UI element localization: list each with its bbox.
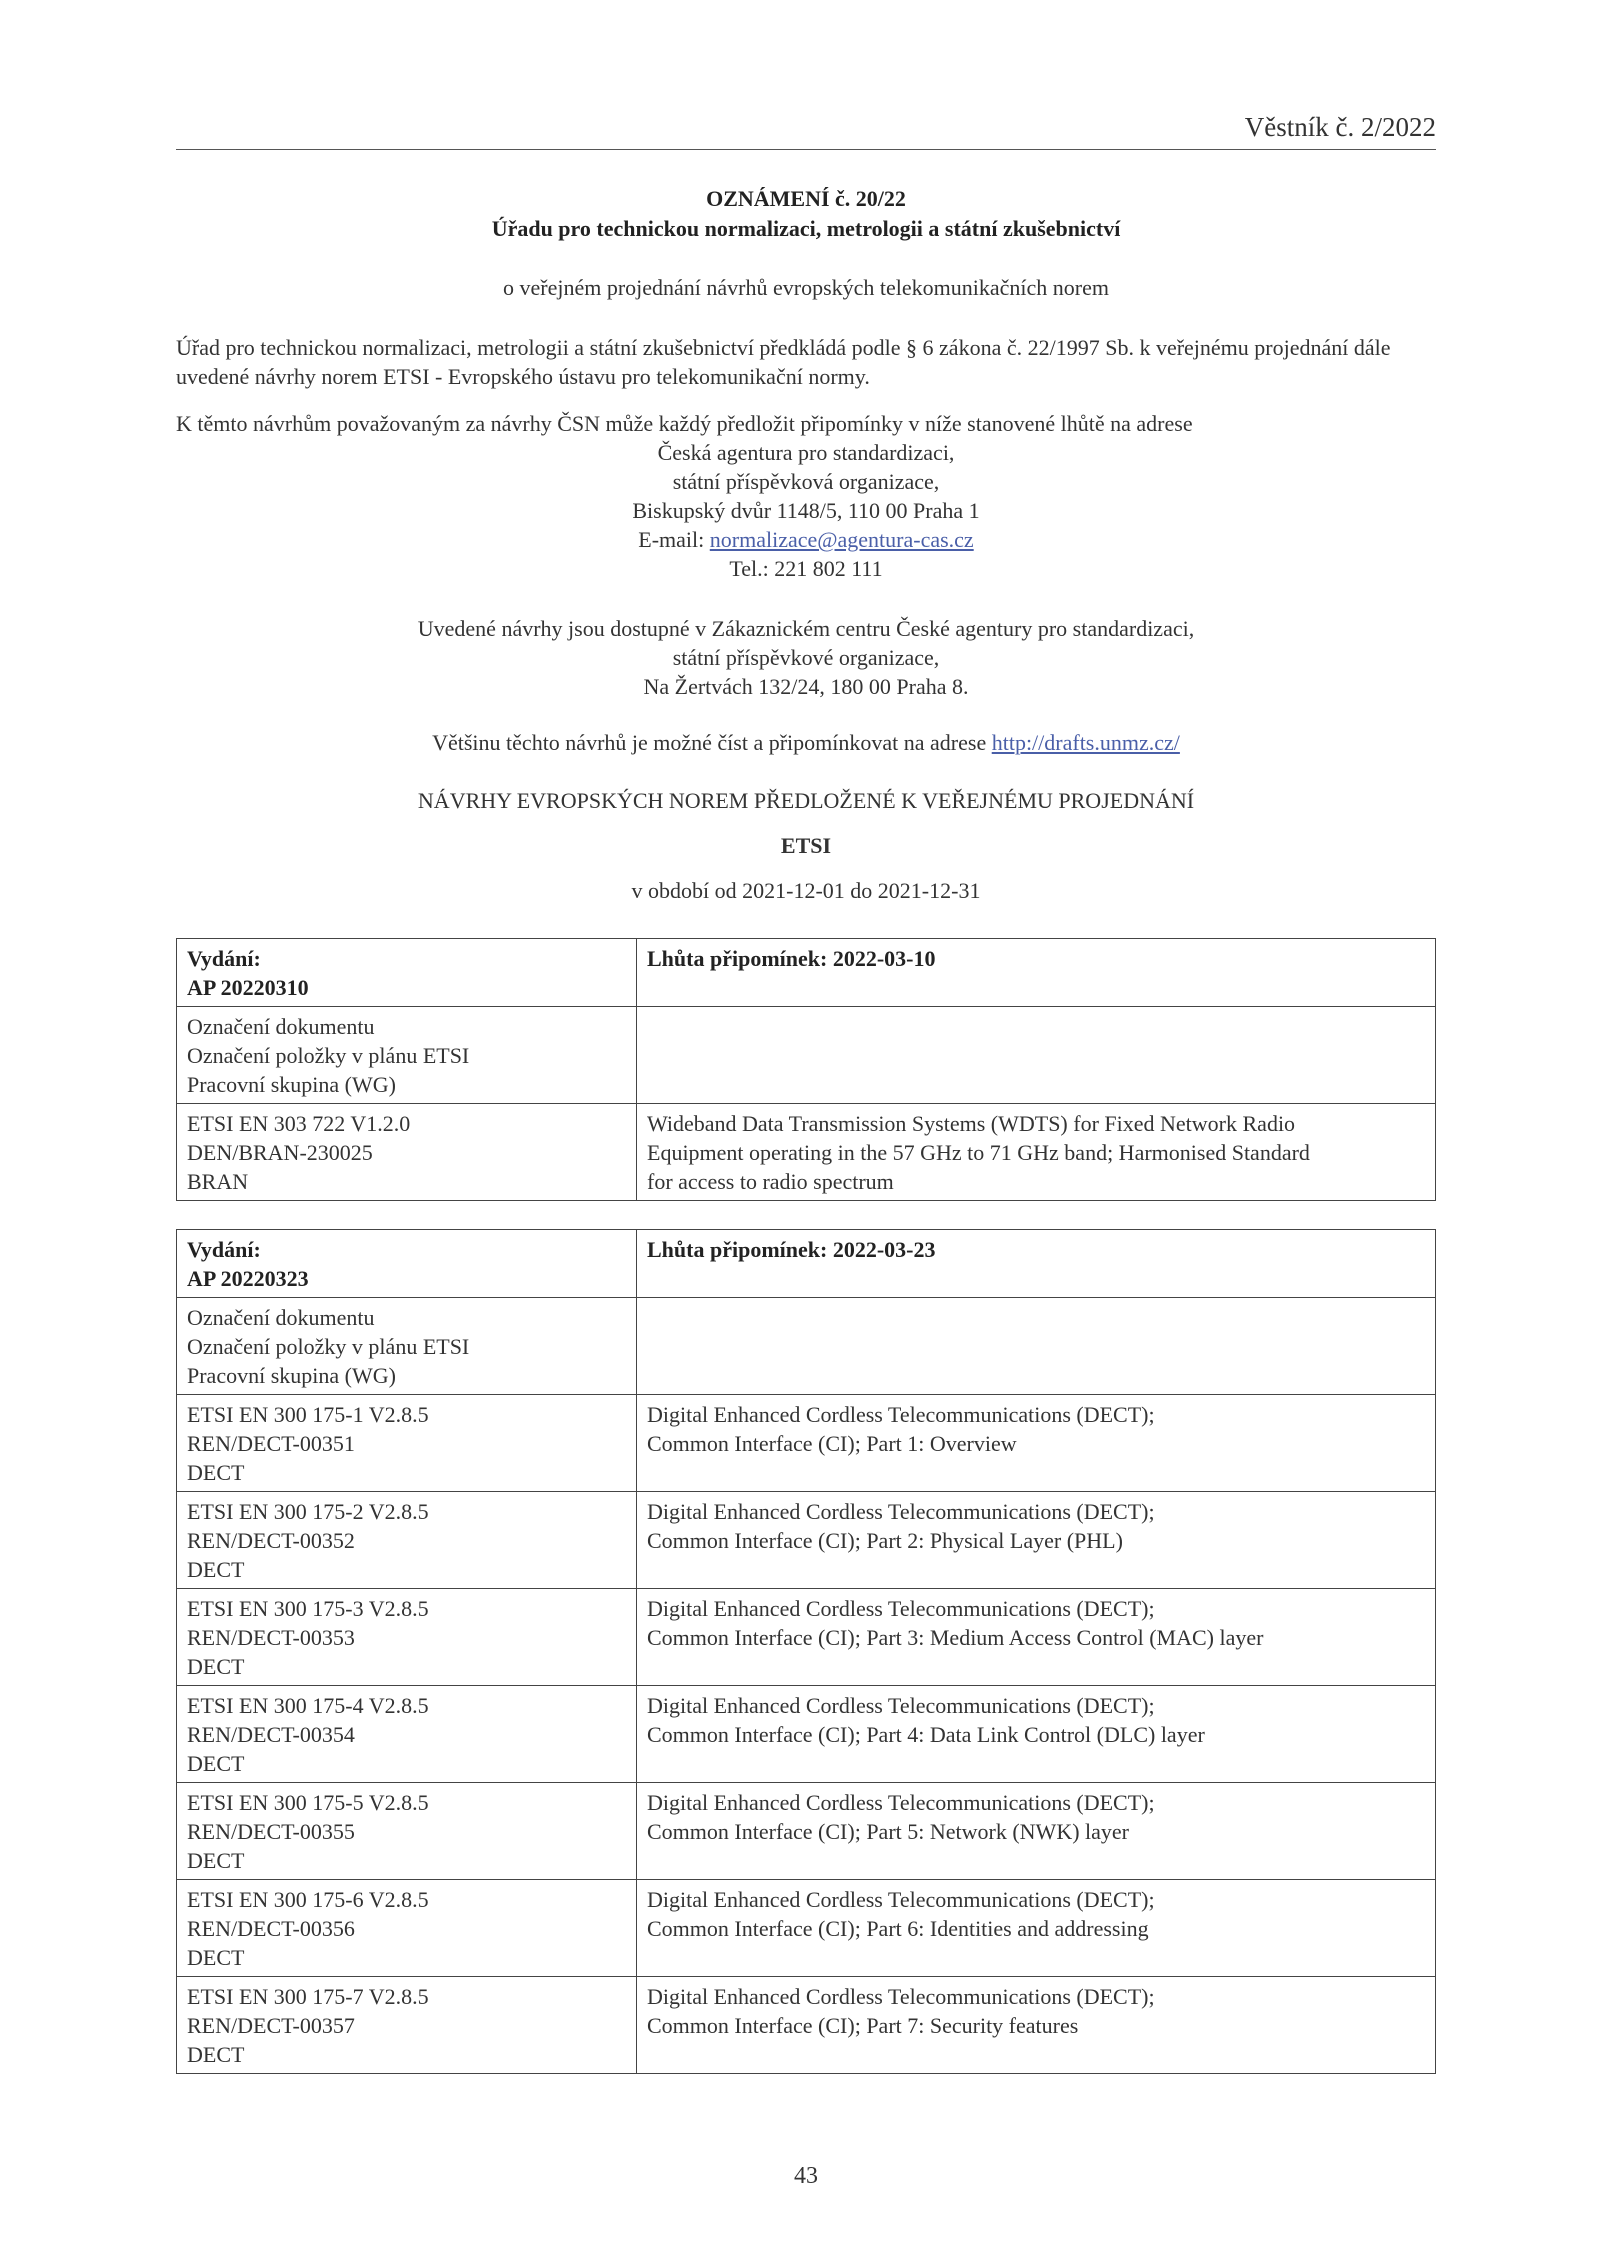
table-row: [177, 1104, 1436, 1201]
notice-title: [176, 184, 1436, 244]
title-line: Digital Enhanced Cordless Telecommunications (DECT);: [647, 1402, 1155, 1427]
availability-line: státní příspěvkové organizace,: [672, 645, 940, 670]
table-row: [177, 1395, 1436, 1492]
title-line: Wideband Data Transmission Systems (WDTS) for Fixed Network Radio: [647, 1111, 1296, 1136]
title-line: Digital Enhanced Cordless Telecommunications (DECT);: [647, 1984, 1155, 2009]
title-line: Common Interface (CI); Part 3: Medium Access Control (MAC) layer: [647, 1625, 1264, 1650]
working-group: DECT: [187, 1557, 245, 1582]
title-cell: [637, 1880, 1436, 1977]
legend-cell: [177, 1007, 637, 1104]
notice-number: OZNÁMENÍ č. 20/22: [706, 186, 906, 211]
title-line: Digital Enhanced Cordless Telecommunications (DECT);: [647, 1499, 1155, 1524]
issuing-authority: Úřadu pro technickou normalizaci, metrologii a státní zkušebnictví: [491, 216, 1121, 241]
availability-block: [176, 614, 1436, 701]
email-link[interactable]: normalizace@agentura-cas.cz: [709, 527, 974, 552]
organization-heading: ETSI: [780, 833, 832, 858]
title-cell: [637, 1395, 1436, 1492]
edition-label: Vydání:: [187, 946, 261, 971]
legend-doc: Označení dokumentu: [187, 1305, 375, 1330]
table-row: [177, 1589, 1436, 1686]
doc-cell: [177, 1783, 637, 1880]
table-row: [177, 1492, 1436, 1589]
contact-lead-paragraph: K těmto návrhům považovaným za návrhy ČSN může každý předložit připomínky v níže stanovené lhůtě na adrese: [176, 411, 1193, 436]
legend-doc: Označení dokumentu: [187, 1014, 375, 1039]
table-header-row: [177, 939, 1436, 1007]
section-heading: NÁVRHY EVROPSKÝCH NOREM PŘEDLOŽENÉ K VEŘEJNÉMU PROJEDNÁNÍ: [417, 788, 1195, 813]
email-label: E-mail:: [638, 527, 710, 552]
working-group: DECT: [187, 1945, 245, 1970]
title-line: Common Interface (CI); Part 6: Identities and addressing: [647, 1916, 1149, 1941]
deadline-cell: Lhůta připomínek: 2022-03-10: [637, 939, 1436, 1007]
title-line: for access to radio spectrum: [647, 1169, 894, 1194]
table-row: [177, 1880, 1436, 1977]
title-line: Equipment operating in the 57 GHz to 71 GHz band; Harmonised Standard: [647, 1140, 1310, 1165]
phone-line: Tel.: 221 802 111: [729, 556, 883, 581]
plan-id: REN/DECT-00353: [187, 1625, 355, 1650]
working-group: DECT: [187, 2042, 245, 2067]
title-line: Digital Enhanced Cordless Telecommunications (DECT);: [647, 1693, 1155, 1718]
deadline-cell: Lhůta připomínek: 2022-03-23: [637, 1230, 1436, 1298]
doc-id: ETSI EN 300 175-7 V2.8.5: [187, 1984, 429, 2009]
title-line: Digital Enhanced Cordless Telecommunications (DECT);: [647, 1790, 1155, 1815]
legend-wg: Pracovní skupina (WG): [187, 1363, 396, 1388]
doc-id: ETSI EN 300 175-3 V2.8.5: [187, 1596, 429, 1621]
legend-empty-cell: [637, 1298, 1436, 1395]
address-line: státní příspěvková organizace,: [672, 469, 940, 494]
title-line: Common Interface (CI); Part 1: Overview: [647, 1431, 1017, 1456]
plan-id: DEN/BRAN-230025: [187, 1140, 373, 1165]
doc-cell: [177, 1589, 637, 1686]
legend-cell: [177, 1298, 637, 1395]
working-group: DECT: [187, 1751, 245, 1776]
email-line: [176, 525, 1436, 554]
edition-cell: [177, 1230, 637, 1298]
address-line: Česká agentura pro standardizaci,: [657, 440, 955, 465]
edition-cell: [177, 939, 637, 1007]
title-line: Digital Enhanced Cordless Telecommunications (DECT);: [647, 1887, 1155, 1912]
doc-cell: [177, 1686, 637, 1783]
legend-plan: Označení položky v plánu ETSI: [187, 1043, 470, 1068]
doc-cell: [177, 1880, 637, 1977]
legend-wg: Pracovní skupina (WG): [187, 1072, 396, 1097]
doc-cell: [177, 1492, 637, 1589]
doc-cell: [177, 1104, 637, 1201]
legend-empty-cell: [637, 1007, 1436, 1104]
edition-code: AP 20220323: [187, 1266, 309, 1291]
doc-id: ETSI EN 300 175-2 V2.8.5: [187, 1499, 429, 1524]
availability-line: Na Žertvách 132/24, 180 00 Praha 8.: [643, 674, 969, 699]
edition-code: AP 20220310: [187, 975, 309, 1000]
drafts-line: [176, 730, 1436, 756]
working-group: DECT: [187, 1460, 245, 1485]
table-legend-row: [177, 1007, 1436, 1104]
doc-cell: [177, 1395, 637, 1492]
table-legend-row: [177, 1298, 1436, 1395]
working-group: DECT: [187, 1848, 245, 1873]
period-line: v období od 2021-12-01 do 2021-12-31: [631, 878, 981, 903]
working-group: BRAN: [187, 1169, 249, 1194]
plan-id: REN/DECT-00355: [187, 1819, 355, 1844]
address-line: Biskupský dvůr 1148/5, 110 00 Praha 1: [632, 498, 980, 523]
title-line: Common Interface (CI); Part 4: Data Link Control (DLC) layer: [647, 1722, 1205, 1747]
notice-subject: o veřejném projednání návrhů evropských telekomunikačních norem: [502, 275, 1110, 300]
plan-id: REN/DECT-00356: [187, 1916, 355, 1941]
table-row: [177, 1783, 1436, 1880]
page-number: 43: [794, 2163, 818, 2189]
drafts-link[interactable]: http://drafts.unmz.cz/: [991, 730, 1180, 755]
doc-id: ETSI EN 300 175-5 V2.8.5: [187, 1790, 429, 1815]
title-cell: [637, 1783, 1436, 1880]
plan-id: REN/DECT-00352: [187, 1528, 355, 1553]
table-header-row: [177, 1230, 1436, 1298]
intro-paragraph: Úřad pro technickou normalizaci, metrologii a státní zkušebnictví předkládá podle § 6 zákona č. 22/1997 Sb. k veřejnému projednání dále uvedené návrhy norem ETSI - Evropského ústavu pro telekomunikační normy.: [176, 335, 1391, 389]
title-cell: [637, 1589, 1436, 1686]
title-cell: [637, 1492, 1436, 1589]
plan-id: REN/DECT-00351: [187, 1431, 355, 1456]
legend-plan: Označení položky v plánu ETSI: [187, 1334, 470, 1359]
table-row: [177, 1686, 1436, 1783]
drafts-text: Většinu těchto návrhů je možné číst a připomínkovat na adrese: [432, 730, 992, 755]
edition-label: Vydání:: [187, 1237, 261, 1262]
table-row: [177, 1977, 1436, 2074]
title-line: Common Interface (CI); Part 7: Security features: [647, 2013, 1079, 2038]
plan-id: REN/DECT-00354: [187, 1722, 355, 1747]
plan-id: REN/DECT-00357: [187, 2013, 355, 2038]
drafts-table-2: [176, 1229, 1436, 2074]
title-line: Common Interface (CI); Part 5: Network (NWK) layer: [647, 1819, 1130, 1844]
running-header: Věstník č. 2/2022: [176, 112, 1436, 150]
doc-id: ETSI EN 300 175-1 V2.8.5: [187, 1402, 429, 1427]
address-block: [176, 438, 1436, 583]
availability-line: Uvedené návrhy jsou dostupné v Zákaznickém centru České agentury pro standardizaci,: [417, 616, 1195, 641]
doc-id: ETSI EN 300 175-4 V2.8.5: [187, 1693, 429, 1718]
title-line: Digital Enhanced Cordless Telecommunications (DECT);: [647, 1596, 1155, 1621]
doc-id: ETSI EN 300 175-6 V2.8.5: [187, 1887, 429, 1912]
doc-id: ETSI EN 303 722 V1.2.0: [187, 1111, 411, 1136]
title-cell: [637, 1686, 1436, 1783]
doc-cell: [177, 1977, 637, 2074]
title-line: Common Interface (CI); Part 2: Physical Layer (PHL): [647, 1528, 1123, 1553]
drafts-table-1: [176, 938, 1436, 1201]
title-cell: [637, 1977, 1436, 2074]
title-cell: [637, 1104, 1436, 1201]
working-group: DECT: [187, 1654, 245, 1679]
